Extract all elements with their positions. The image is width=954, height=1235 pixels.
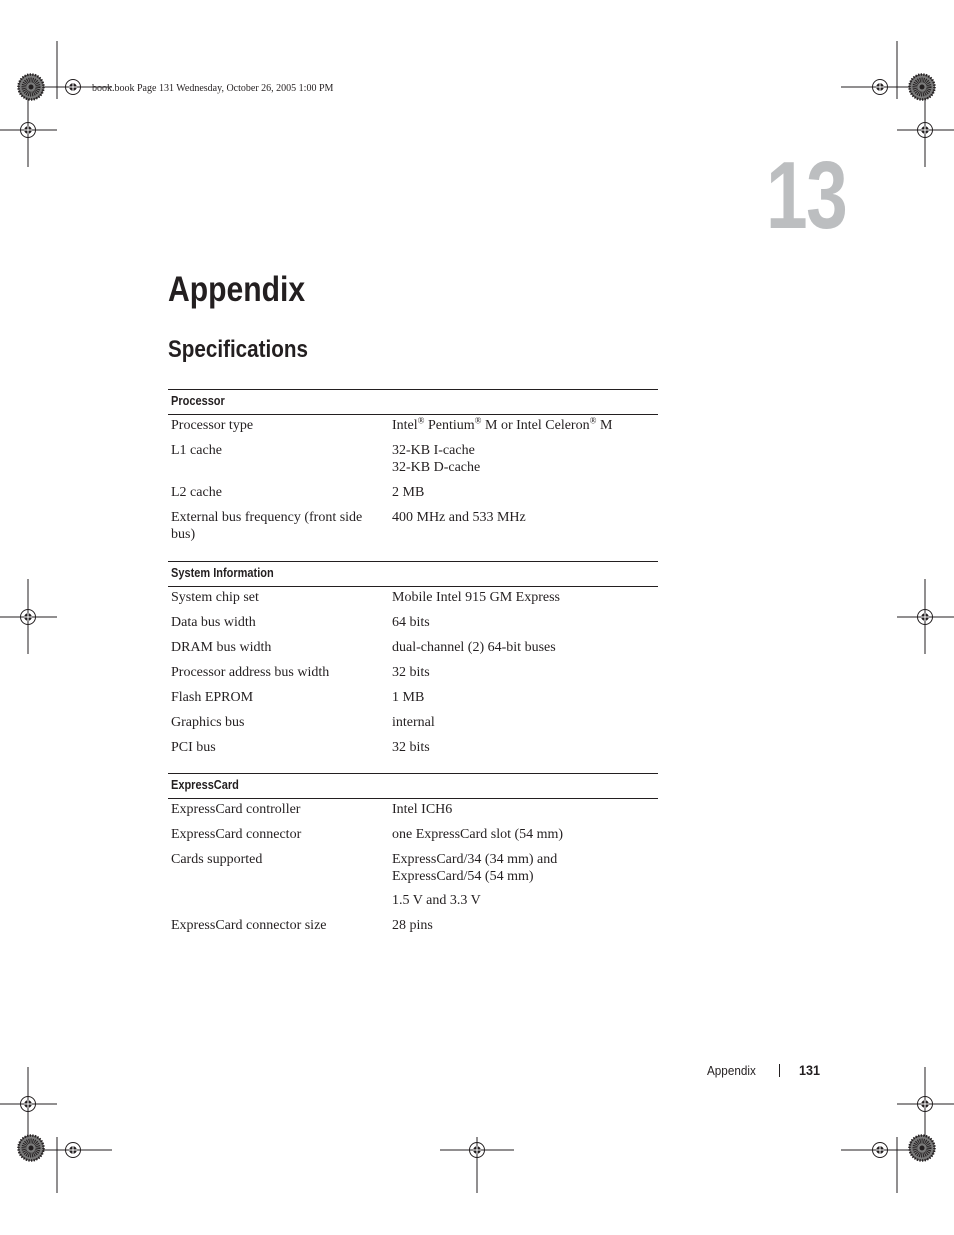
spec-row [168,442,658,476]
spec-label: External bus frequency (front side bus) [171,510,363,542]
spec-value: 32 bits [392,740,430,755]
spec-row [168,801,658,818]
spec-value: dual-channel (2) 64-bit buses [392,640,556,655]
spec-value: Intel® Pentium® M or Intel Celeron® M [392,415,613,433]
spec-row [168,639,658,656]
spec-value: ExpressCard/34 (34 mm) and ExpressCard/54 (54 mm) [392,852,558,884]
spec-row [168,509,658,543]
spec-label: Processor address bus width [171,665,330,680]
spec-label: Data bus width [171,615,256,630]
spec-row [168,417,658,434]
spec-label: Flash EPROM [171,690,254,705]
spec-row [168,614,658,631]
spec-row [168,851,658,885]
spec-row [168,826,658,843]
spec-value: one ExpressCard slot (54 mm) [392,827,564,842]
spec-label: ExpressCard connector [171,827,302,842]
spec-value: internal [392,715,435,730]
spec-section-system-information [168,561,658,756]
spec-row [168,917,658,934]
spec-row [168,664,658,681]
spec-label [168,892,392,909]
spec-label: Graphics bus [171,715,245,730]
spec-value: 1.5 V and 3.3 V [392,893,481,908]
spec-label: ExpressCard connector size [171,918,327,933]
spec-label: PCI bus [171,740,216,755]
spec-row [168,892,658,909]
spec-row [168,484,658,501]
spec-section-heading [168,561,658,587]
page-title: Appendix [168,270,306,309]
spec-section-expresscard [168,773,658,934]
spec-value: Intel ICH6 [392,802,453,817]
spec-label: ExpressCard controller [171,802,301,817]
spec-label: Cards supported [171,852,263,867]
section-title: Specifications [168,336,308,363]
spec-label: System chip set [171,590,259,605]
footer-divider [779,1064,780,1077]
footer-chapter-label: Appendix [707,1063,756,1078]
print-slug: book.book Page 131 Wednesday, October 26, 2005 1:00 PM [92,83,334,94]
spec-row [168,689,658,706]
spec-heading-text: System Information [171,566,274,580]
spec-label: L1 cache [171,443,222,458]
spec-label: DRAM bus width [171,640,272,655]
spec-value: 1 MB [392,690,425,705]
spec-section-processor [168,389,658,543]
chapter-number: 13 [766,142,847,249]
spec-label: L2 cache [171,485,222,500]
spec-value: 2 MB [392,485,425,500]
spec-value: 32 bits [392,665,430,680]
spec-section-heading [168,389,658,415]
spec-value: Mobile Intel 915 GM Express [392,590,560,605]
spec-value: 32-KB I-cache 32-KB D-cache [392,443,481,475]
spec-heading-text: ExpressCard [171,778,239,792]
spec-value: 400 MHz and 533 MHz [392,510,526,525]
spec-value: 64 bits [392,615,430,630]
spec-value: 28 pins [392,918,433,933]
spec-row [168,714,658,731]
spec-row [168,589,658,606]
spec-row [168,739,658,756]
spec-heading-text: Processor [171,394,225,408]
spec-section-heading [168,773,658,799]
page-number: 131 [799,1062,821,1078]
spec-label: Processor type [171,418,254,433]
